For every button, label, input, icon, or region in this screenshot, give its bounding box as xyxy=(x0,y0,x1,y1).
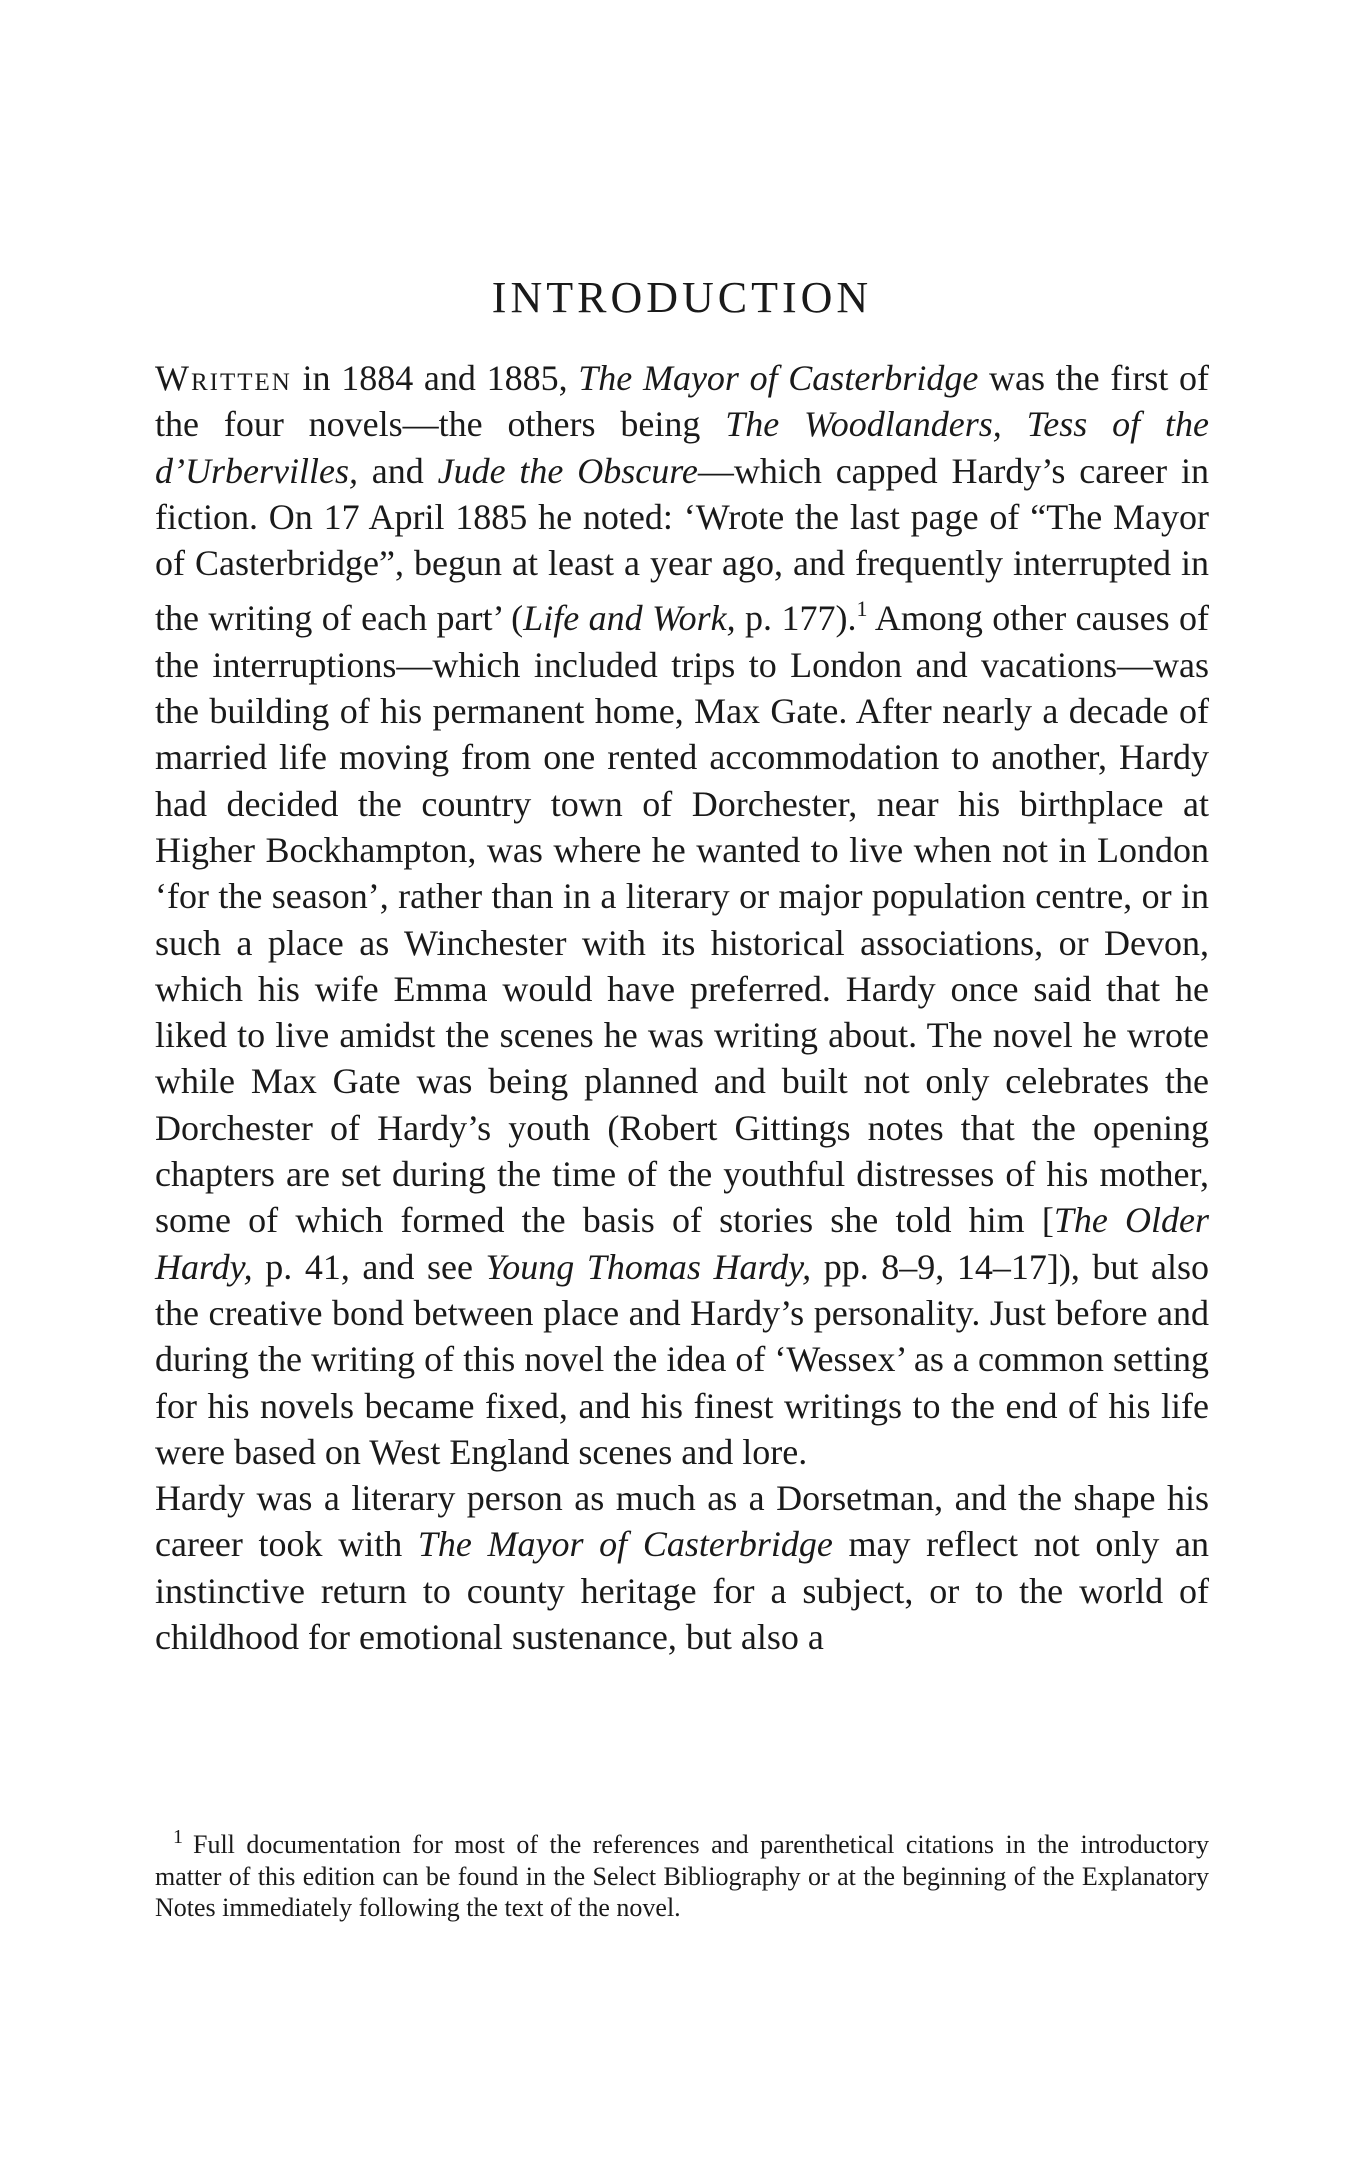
segment xyxy=(1002,404,1027,444)
segment: Hardy was a literary person as much as a Dorsetman, and the shape his career took with xyxy=(155,1478,1209,1565)
paragraph-1 xyxy=(155,355,1209,1475)
paragraph-2 xyxy=(155,1475,1209,1660)
segment-italic: The Mayor of Casterbridge xyxy=(417,1524,833,1565)
page-title: INTRODUCTION xyxy=(491,273,873,322)
footnote-text: Full documentation for most of the references and parenthetical citations in the introductory matter of this edition can be found in the Select Bibliography or at the beginning of the Explanatory Notes immediately following the text of the novel. xyxy=(155,1830,1209,1922)
footnote xyxy=(155,1822,1209,1924)
segment-italic: The Mayor of Casterbridge xyxy=(578,358,979,398)
segment: was the first of the four novels—the others being xyxy=(155,358,1209,445)
segment: may reflect not only an instinctive return to county heritage for a subject, or to the world of childhood for emotional sustenance, but also a xyxy=(155,1524,1209,1658)
segment-italic: Tess of the d’Urbervilles, xyxy=(155,404,1210,491)
opening-word: Written xyxy=(155,358,292,398)
segment: and xyxy=(357,450,438,491)
segment: in 1884 and 1885, xyxy=(291,358,579,398)
segment: Among other causes of the interruptions—which included trips to London and vacations—was the building of his permanent home, Max Gate. After nearly a decade of married life moving from one rented accommodation to another, Hardy had decided the country town of Dorchester, near his birthplace at Higher Bockhampton, was where he wanted to live when not in London ‘for the season’, rather than in a literary or major population centre, or in such a place as Winchester with its historical associations, or Devon, which his wife Emma would have preferred. Hardy once said that he liked to live amidst the scenes he was writing about. The novel he wrote while Max Gate was being planned and built not only celebrates the Dorchester of Hardy’s youth (Robert Gittings notes that the opening chapters are set during the time of the youthful distresses of his mother, some of which formed the basis of stories she told him [ xyxy=(155,598,1209,1241)
segment: p. 41, and see xyxy=(252,1246,486,1287)
segment-italic: Jude the Obscure xyxy=(437,450,698,491)
segment-italic: Young Thomas Hardy, xyxy=(485,1246,812,1287)
segment: —which capped Hardy’s career in fiction. On 17 April 1885 he noted: ‘Wrote the last page of “The Mayor of Casterbridge”, begun at least a year ago, and frequently interrupted in the writing of each part’ ( xyxy=(155,450,1209,639)
segment: p. 177). xyxy=(735,598,857,639)
footnote-reference: 1 xyxy=(856,596,868,622)
segment-italic: Life and Work, xyxy=(523,598,736,639)
segment-italic: The Older Hardy, xyxy=(155,1200,1209,1287)
segment: pp. 8–9, 14–17]), but also the creative bond between place and Hardy’s personality. Just before and during the writing of this novel the idea of ‘Wessex’ as a common setting for his novels became fixed, and his finest writings to the end of his life were based on West England scenes and lore. xyxy=(155,1246,1209,1472)
body-text xyxy=(155,355,1209,1660)
segment-italic: The Woodlanders, xyxy=(725,404,1002,445)
footnote-mark: 1 xyxy=(173,1826,183,1848)
